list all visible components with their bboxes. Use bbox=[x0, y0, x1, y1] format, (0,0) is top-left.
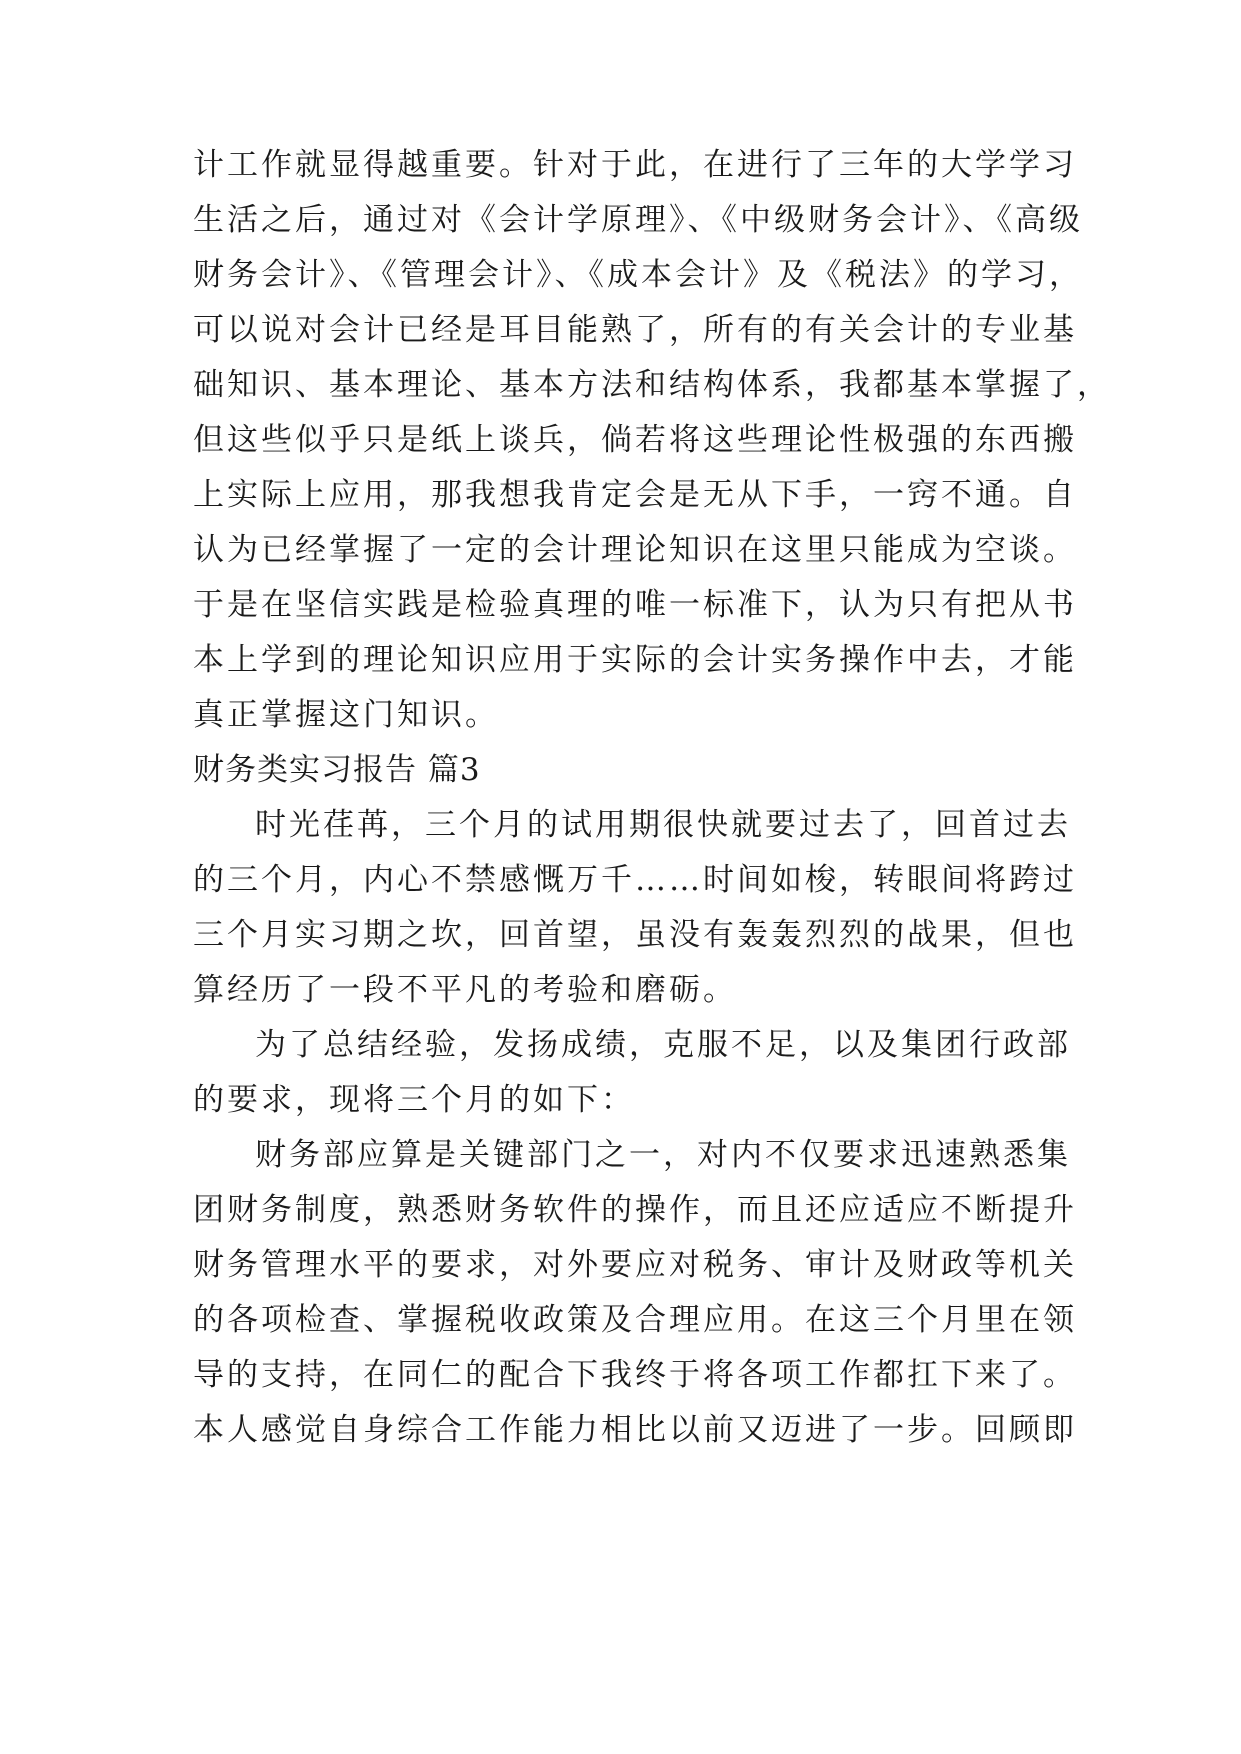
body-text-line: 团财务制度，熟悉财务软件的操作，而且还应适应不断提升 bbox=[193, 1192, 1077, 1228]
body-text-line: 的各项检查、掌握税收政策及合理应用。在这三个月里在领 bbox=[193, 1302, 1077, 1338]
body-text-line: 财务会计》、《管理会计》、《成本会计》及《税法》的学习， bbox=[193, 257, 1083, 293]
body-text-line: 上实际上应用，那我想我肯定会是无从下手，一窍不通。自 bbox=[193, 477, 1077, 513]
paragraph-first-line: 财务部应算是关键部门之一，对内不仅要求迅速熟悉集 bbox=[255, 1137, 1071, 1173]
body-text-line: 真正掌握这门知识。 bbox=[193, 697, 499, 733]
body-text-line: 的要求，现将三个月的如下： bbox=[193, 1082, 635, 1118]
section-title: 财务类实习报告 篇3 bbox=[193, 752, 481, 788]
body-text-line: 础知识、基本理论、基本方法和结构体系，我都基本掌握了， bbox=[193, 367, 1111, 403]
body-text-line: 本人感觉自身综合工作能力相比以前又迈进了一步。回顾即 bbox=[193, 1412, 1077, 1448]
body-text-line: 的三个月，内心不禁感慨万千……时间如梭，转眼间将跨过 bbox=[193, 862, 1077, 898]
body-text-line: 三个月实习期之坎，回首望，虽没有轰轰烈烈的战果，但也 bbox=[193, 917, 1077, 953]
body-text-line: 生活之后，通过对《会计学原理》、《中级财务会计》、《高级 bbox=[193, 202, 1083, 238]
body-text-line: 算经历了一段不平凡的考验和磨砺。 bbox=[193, 972, 737, 1008]
body-text-line: 于是在坚信实践是检验真理的唯一标准下，认为只有把从书 bbox=[193, 587, 1077, 623]
body-text-line: 可以说对会计已经是耳目能熟了，所有的有关会计的专业基 bbox=[193, 312, 1077, 348]
body-text-line: 计工作就显得越重要。针对于此，在进行了三年的大学学习 bbox=[193, 147, 1077, 183]
body-text-line: 本上学到的理论知识应用于实际的会计实务操作中去，才能 bbox=[193, 642, 1077, 678]
paragraph-first-line: 时光荏苒，三个月的试用期很快就要过去了，回首过去 bbox=[255, 807, 1071, 843]
paragraph-first-line: 为了总结经验，发扬成绩，克服不足，以及集团行政部 bbox=[255, 1027, 1071, 1063]
body-text-line: 认为已经掌握了一定的会计理论知识在这里只能成为空谈。 bbox=[193, 532, 1077, 568]
body-text-line: 财务管理水平的要求，对外要应对税务、审计及财政等机关 bbox=[193, 1247, 1077, 1283]
body-text-line: 导的支持，在同仁的配合下我终于将各项工作都扛下来了。 bbox=[193, 1357, 1077, 1393]
body-text-line: 但这些似乎只是纸上谈兵，倘若将这些理论性极强的东西搬 bbox=[193, 422, 1077, 458]
